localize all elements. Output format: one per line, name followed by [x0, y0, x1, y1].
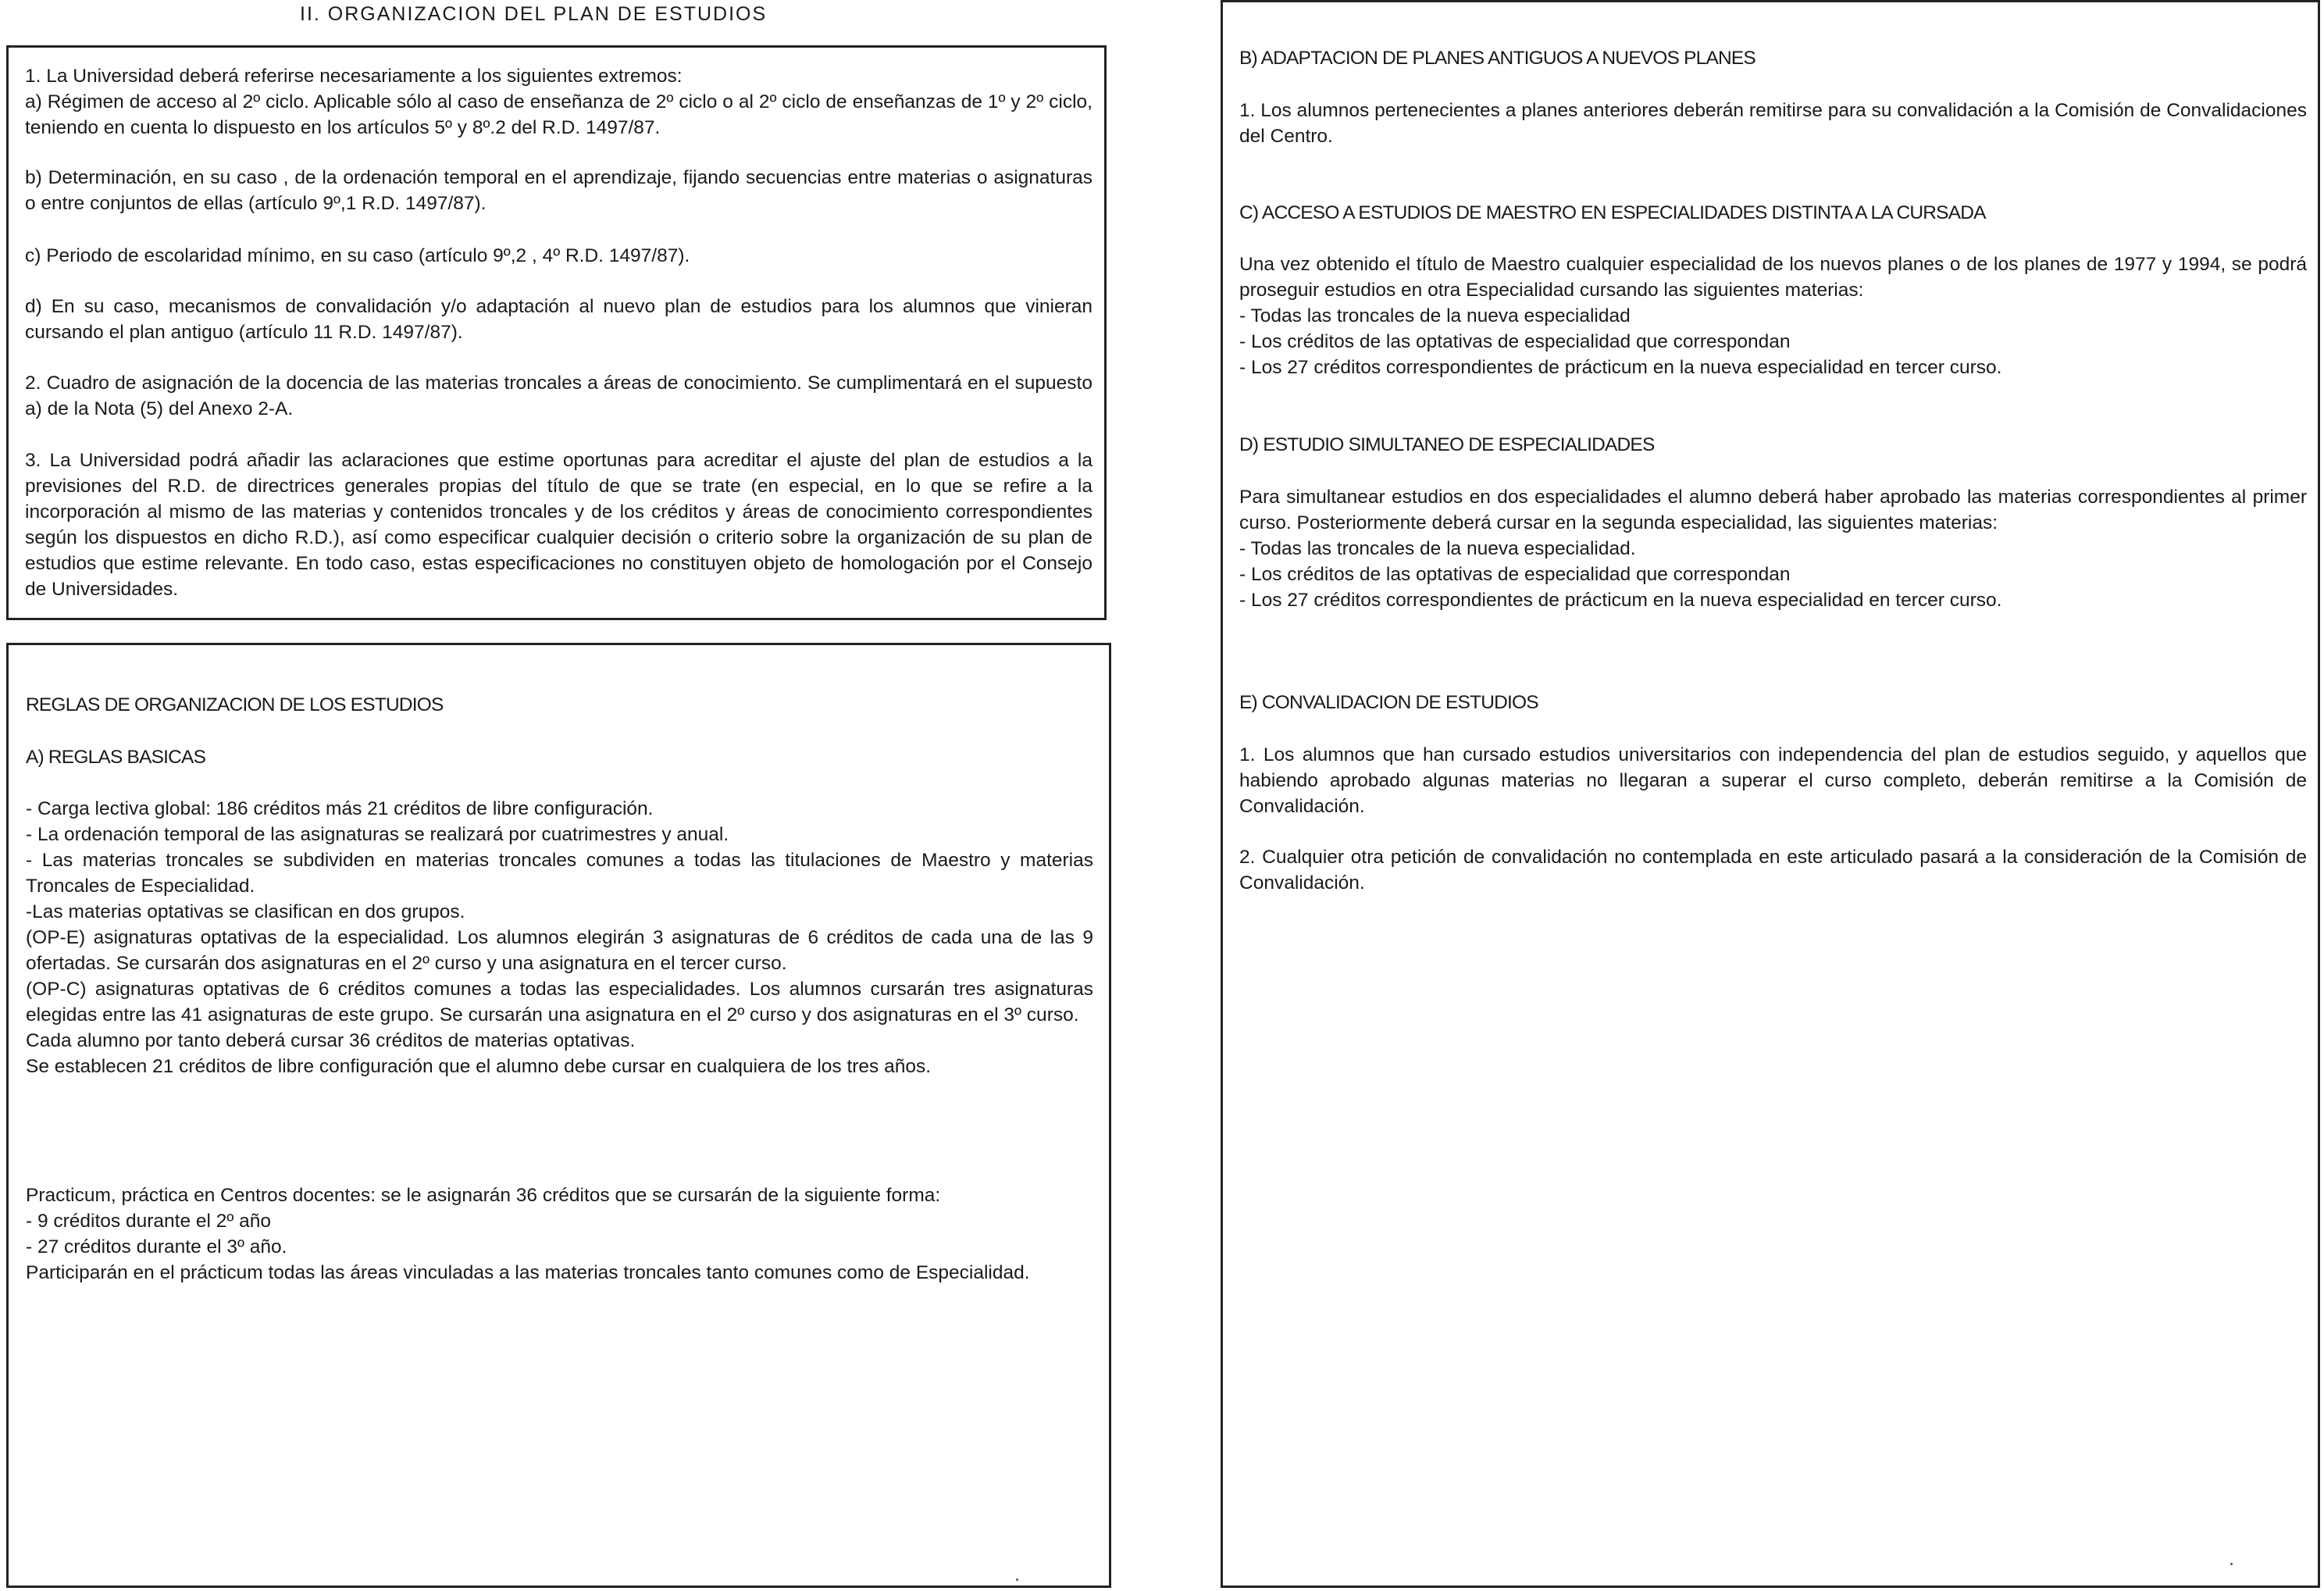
rules-box [6, 643, 1111, 1588]
rules-heading: REGLAS DE ORGANIZACION DE LOS ESTUDIOS [26, 694, 444, 715]
section-b-text: 1. Los alumnos pertenecientes a planes anteriores deberán remitirse para su convalidación a la Comisión de Convalidaciones del Centro. [1239, 100, 2307, 147]
section-d-heading: D) ESTUDIO SIMULTANEO DE ESPECIALIDADES [1239, 434, 1655, 455]
basic-rules-text: - Carga lectiva global: 186 créditos más 21 créditos de libre configuración. - La ordenación temporal de las asignaturas se realizará por cuatrimestres y anual. - Las materias troncales se subdividen en materias troncales comunes a todas las titulaciones de Maestro y materias Troncales de Especialidad. -Las materias optativas se clasifican en dos grupos. (OP-E) asignaturas optativas de la especialidad. Los alumnos elegirán 3 asignaturas de 6 créditos de cada una de las 9 ofertadas. Se cursarán dos asignaturas en el 2º curso y una asignatura en el tercer curso. (OP-C) asignaturas optativas de 6 créditos comunes a todas las especialidades. Los alumnos cursarán tres asignaturas elegidas entre las 41 asignaturas de este grupo. Se cursarán una asignatura en el 2º curso y dos asignaturas en el 3º curso. Cada alumno por tanto deberá cursar 36 créditos de materias optativas. Se establecen 21 créditos de libre configuración que el alumno debe cursar en cualquiera de los tres años. [26, 798, 1093, 1077]
section-c-heading: C) ACCESO A ESTUDIOS DE MAESTRO EN ESPECIALIDADES DISTINTA A LA CURSADA [1239, 202, 1986, 223]
practicum-text: Practicum, práctica en Centros docentes: se le asignarán 36 créditos que se cursarán de la siguiente forma: - 9 créditos durante el 2º año - 27 créditos durante el 3º año. Participarán en el prácticum todas las áreas vinculadas a las materias troncales tanto comunes como de Especialidad. [26, 1185, 1030, 1283]
scan-dot [2230, 1563, 2233, 1565]
section-e-heading: E) CONVALIDACION DE ESTUDIOS [1239, 692, 1538, 713]
section-e-text-2: 2. Cualquier otra petición de convalidación no contemplada en este articulado pasará a la consideración de la Comisión de Convalidación. [1239, 847, 2307, 894]
paragraph-2: 2. Cuadro de asignación de la docencia de las materias troncales a áreas de conocimiento. Se cumplimentará en el supuesto a) de la Nota (5) del Anexo 2-A. [25, 373, 1092, 419]
paragraph-1c: c) Periodo de escolaridad mínimo, en su caso (artículo 9º,2 , 4º R.D. 1497/87). [25, 245, 690, 266]
paragraph-1d: d) En su caso, mecanismos de convalidación y/o adaptación al nuevo plan de estudios para los alumnos que vinieran cursando el plan antiguo (artículo 11 R.D. 1497/87). [25, 296, 1092, 343]
section-c-text: Una vez obtenido el título de Maestro cualquier especialidad de los nuevos planes o de los planes de 1977 y 1994, se podrá proseguir estudios en otra Especialidad cursando las siguientes materias: - Todas las troncales de la nueva especialidad - Los créditos de las optativas de especialidad que correspondan - Los 27 créditos correspondientes de prácticum en la nueva especialidad en tercer curso. [1239, 254, 2307, 378]
page-title: II. ORGANIZACION DEL PLAN DE ESTUDIOS [300, 3, 768, 25]
section-d-text: Para simultanear estudios en dos especialidades el alumno deberá haber aprobado las materias correspondientes al primer curso. Posteriormente deberá cursar en la segunda especialidad, las siguientes materias: - Todas las troncales de la nueva especialidad. - Los créditos de las optativas de especialidad que correspondan - Los 27 créditos correspondientes de prácticum en la nueva especialidad en tercer curso. [1239, 487, 2307, 611]
instructions-box [6, 45, 1107, 620]
scan-dot [1016, 1579, 1018, 1581]
section-e-text-1: 1. Los alumnos que han cursado estudios universitarios con independencia del plan de estudios seguido, y aquellos que habiendo aprobado algunas materias no llegaran a superar el curso completo, deberán remitirse a la Comisión de Convalidación. [1239, 744, 2307, 817]
paragraph-1b: b) Determinación, en su caso , de la ordenación temporal en el aprendizaje, fijando secuencias entre materias o asignaturas o entre conjuntos de ellas (artículo 9º,1 R.D. 1497/87). [25, 167, 1092, 214]
paragraph-1: 1. La Universidad deberá referirse necesariamente a los siguientes extremos: [25, 66, 683, 87]
paragraph-3: 3. La Universidad podrá añadir las aclaraciones que estime oportunas para acreditar el ajuste del plan de estudios a la previsiones del R.D. de directrices generales propias del título de que se trate (en especial, en lo que se refire a la incorporación al mismo de las materias y contenidos troncales y de los créditos y áreas de conocimiento correspondientes según los dispuestos en dicho R.D.), así como especificar cualquier decisión o criterio sobre la organización de su plan de estudios que estime relevante. En todo caso, estas especificaciones no constituyen objeto de homologación por el Consejo de Universidades. [25, 450, 1092, 600]
basic-rules-heading: A) REGLAS BASICAS [26, 747, 206, 768]
section-b-heading: B) ADAPTACION DE PLANES ANTIGUOS A NUEVOS PLANES [1239, 48, 1755, 69]
right-box [1221, 0, 2320, 1588]
paragraph-1a: a) Régimen de acceso al 2º ciclo. Aplicable sólo al caso de enseñanza de 2º ciclo o al 2º ciclo de enseñanzas de 1º y 2º ciclo, teniendo en cuenta lo dispuesto en los artículos 5º y 8º.2 del R.D. 1497/87. [25, 91, 1092, 138]
